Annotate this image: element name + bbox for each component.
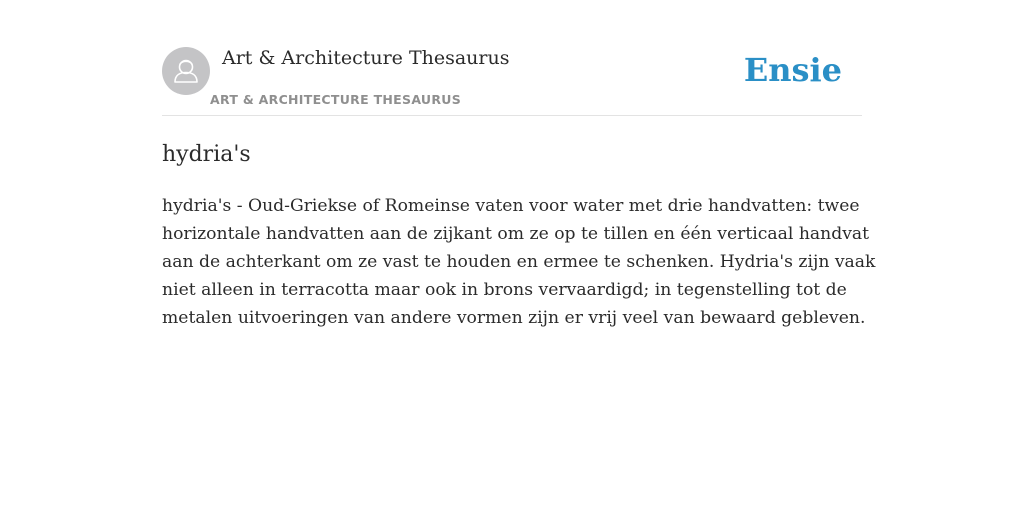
entry-title: hydria's xyxy=(162,142,251,167)
source-name-link[interactable]: Art & Architecture Thesaurus xyxy=(222,47,510,69)
source-header xyxy=(162,0,862,116)
ensie-logo-link[interactable]: Ensie xyxy=(743,51,842,89)
source-avatar[interactable] xyxy=(162,47,210,95)
definition-line: hydria's - Oud-Griekse of Romeinse vaten voor water met drie handvatten: twee xyxy=(162,196,860,216)
entry-definition xyxy=(162,192,876,332)
definition-line: metalen uitvoeringen van andere vormen zijn er vrij veel van bewaard gebleven. xyxy=(162,308,866,328)
source-subtitle: ART & ARCHITECTURE THESAURUS xyxy=(210,92,462,107)
definition-line: horizontale handvatten aan de zijkant om ze op te tillen en één verticaal handvat xyxy=(162,224,870,244)
definition-line: aan de achterkant om ze vast te houden en ermee te schenken. Hydria's zijn vaak xyxy=(162,252,876,272)
definition-line: niet alleen in terracotta maar ook in brons vervaardigd; in tegenstelling tot de xyxy=(162,280,847,300)
user-silhouette-icon xyxy=(162,47,210,95)
